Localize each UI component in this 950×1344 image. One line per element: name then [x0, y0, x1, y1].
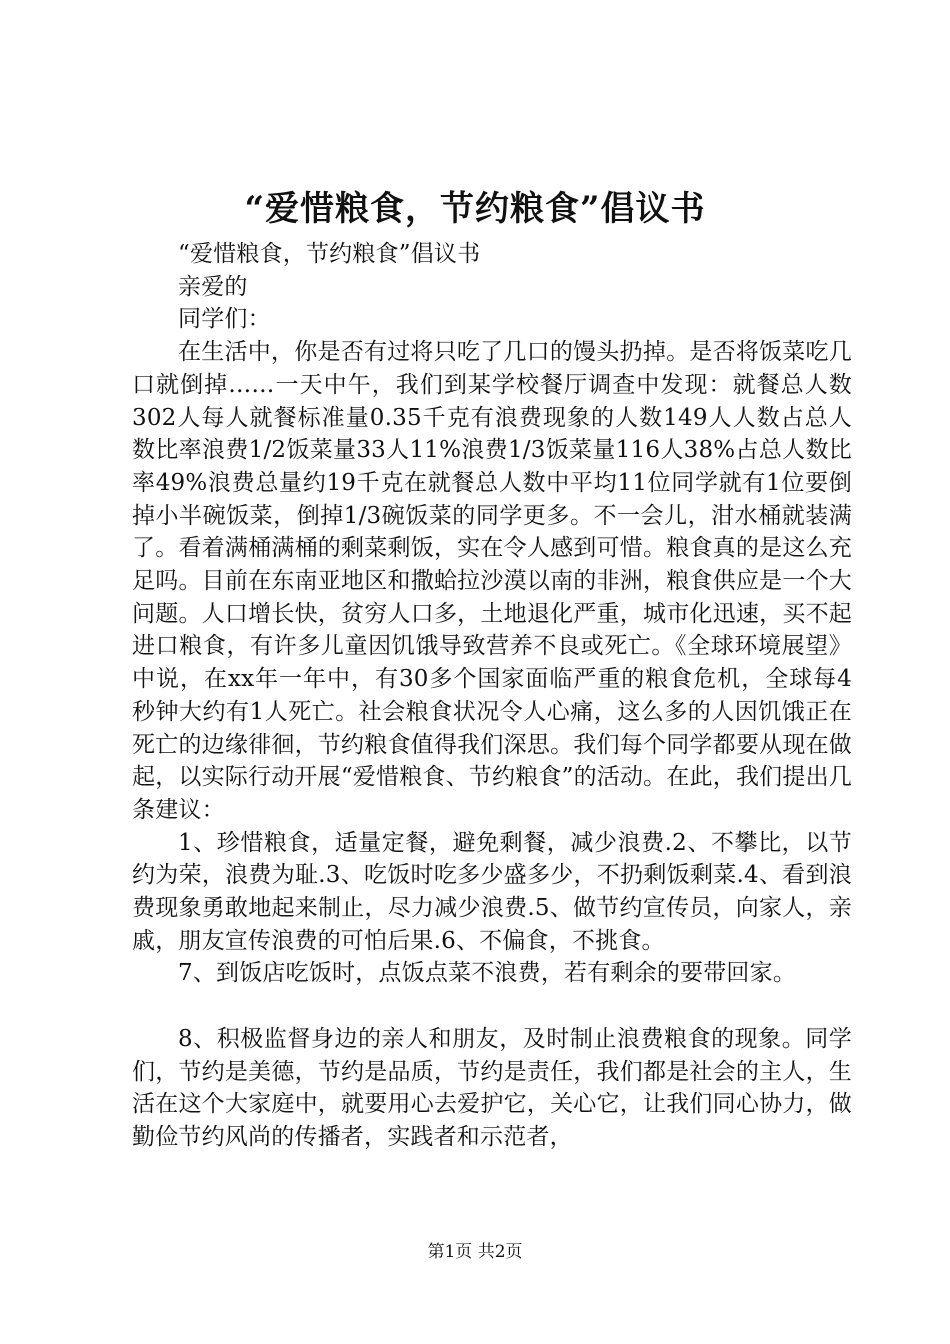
paragraph-salutation: 亲爱的 — [178, 273, 248, 300]
document-title: “爱惜粮食，节约粮食”倡议书 — [244, 189, 706, 229]
paragraph-suggestion-7: 7、到饭店吃饭时，点饭点菜不浪费，若有剩余的要带回家。 — [178, 960, 797, 987]
paragraph-main: 在生活中，你是否有过将只吃了几口的馒头扔掉。是否将饭菜吃几口就倒掉……一天中午，我们到某学校餐厅调查中发现：就餐总人数302人每人就餐标准量0.35千克有浪费现象的人数149人人数占总人数比率浪费1/2饭菜量33人11%浪费1/3饭菜量116人38%占总人数比率49%浪费总量约19千克在就餐总人数中平均11位同学就有1位要倒掉小半碗饭菜，倒掉1/3碗饭菜的同学更多。不一会儿，泔水桶就装满了。看着满桶满桶的剩菜剩饭，实在令人感到可惜。粮食真的是这么充足吗。目前在东南亚地区和撒蛤拉沙漠以南的非洲，粮食供应是一个大问题。人口增长快，贫穷人口多，土地退化严重，城市化迅速，买不起进口粮食，有许多儿童因饥饿导致营养不良或死亡。《全球环境展望》中说，在xx年一年中，有30多个国家面临严重的粮食危机，全球每4秒钟大约有1人死亡。社会粮食状况令人心痛，这么多的人因饥饿正在死亡的边缘徘徊，节约粮食值得我们深思。我们每个同学都要从现在做起，以实际行动开展“爱惜粮食、节约粮食”的活动。在此，我们提出几条建议： — [132, 339, 852, 823]
paragraph-heading-repeat: “爱惜粮食，节约粮食”倡议书 — [178, 241, 481, 267]
document-body — [132, 238, 852, 1154]
paragraph-suggestion-8: 8、积极监督身边的亲人和朋友，及时制止浪费粮食的现象。同学们，节约是美德，节约是品质，节约是责任，我们都是社会的主人，生活在这个大家庭中，就要用心去爱护它，关心它，让我们同心协力，做勤俭节约风尚的传播者，实践者和示范者， — [132, 1025, 852, 1150]
paragraph-addressee: 同学们： — [178, 306, 271, 333]
paragraph-suggestions: 1、珍惜粮食，适量定餐，避免剩餐，减少浪费.2、不攀比，以节约为荣，浪费为耻.3、吃饭时吃多少盛多少，不扔剩饭剩菜.4、看到浪费现象勇敢地起来制止，尽力减少浪费.5、做节约宣传员，向家人，亲戚，朋友宣传浪费的可怕后果.6、不偏食，不挑食。 — [132, 829, 852, 954]
page-footer: 第1页 共2页 — [427, 1242, 523, 1262]
